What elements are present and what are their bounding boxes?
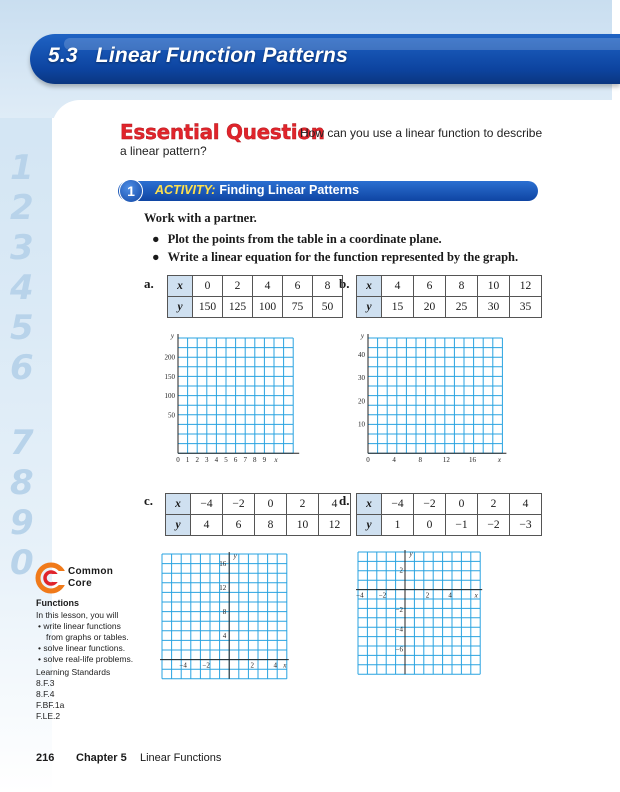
common-core-bullet-cont: from graphs or tables. — [46, 632, 129, 642]
common-core-word-1: Common — [68, 566, 114, 577]
table-header-cell: x — [357, 494, 382, 515]
essential-question-text-1: How can you use a linear function to describe — [300, 126, 543, 140]
axis-label: 1 — [185, 456, 190, 465]
axis-label: x — [474, 591, 478, 600]
axis-label: 6 — [233, 456, 238, 465]
bullet-text: solve linear functions. — [43, 643, 126, 653]
axis-label: 50 — [168, 411, 175, 420]
axis-label: 2 — [250, 661, 254, 670]
activity-bullet — [152, 232, 442, 247]
axis-label: 7 — [243, 456, 247, 465]
axis-label: 3 — [205, 456, 209, 465]
activity-intro: Work with a partner. — [144, 211, 257, 225]
axis-label: 8 — [222, 608, 227, 617]
bullet-text: solve real-life problems. — [43, 654, 134, 664]
margin-digit: 3 — [10, 228, 34, 268]
learning-standard: 8.F.3 — [36, 678, 55, 688]
axis-label: 0 — [366, 456, 370, 465]
table-cell: 1 — [382, 515, 414, 536]
page-number: 216 — [36, 752, 55, 764]
bullet-dot: ● — [152, 232, 160, 246]
table-cell: 4 — [191, 515, 223, 536]
learning-standard: 8.F.4 — [36, 689, 55, 699]
axis-label: 9 — [262, 456, 267, 465]
common-core-bullet: • write linear functions — [38, 621, 121, 631]
part-label-d: d. — [339, 493, 350, 508]
axis-label: x — [497, 456, 501, 465]
table-cell: 6 — [283, 276, 313, 297]
axis-label: 2 — [425, 591, 430, 600]
margin-digit: 7 — [10, 423, 34, 463]
axis-label: y — [409, 550, 413, 558]
table-header-cell: y — [357, 297, 382, 318]
essential-question-label: Essential Question — [120, 120, 325, 144]
axis-label: 10 — [358, 420, 365, 429]
activity-title: Finding Linear Patterns — [219, 183, 360, 197]
content-panel — [52, 100, 612, 792]
table-cell: 30 — [478, 297, 510, 318]
axis-label: 8 — [418, 456, 422, 465]
axis-label: x — [283, 661, 287, 670]
axis-label: y — [360, 332, 364, 340]
common-core-bullet: • solve linear functions. — [38, 643, 126, 653]
axis-label: 20 — [358, 397, 365, 406]
table-cell: 125 — [223, 297, 253, 318]
table-cell: 2 — [223, 276, 253, 297]
table-c — [165, 493, 351, 536]
margin-digit: 2 — [10, 188, 34, 228]
table-cell: 25 — [446, 297, 478, 318]
table-cell: −4 — [191, 494, 223, 515]
axis-label: x — [274, 456, 278, 465]
margin-digit: 6 — [10, 348, 34, 388]
table-b — [356, 275, 542, 318]
margin-digit: 1 — [10, 148, 34, 188]
axis-label: −2 — [202, 661, 210, 670]
table-cell: 10 — [287, 515, 319, 536]
axis-label: 12 — [442, 456, 450, 465]
common-core-intro: In this lesson, you will — [36, 610, 119, 620]
table-d — [356, 493, 542, 536]
axis-label: 30 — [358, 374, 365, 383]
coordinate-grid-b[interactable] — [350, 332, 500, 472]
bullet-text: Write a linear equation for the function represented by the graph. — [167, 250, 519, 264]
table-row — [357, 494, 542, 515]
margin-digit: 5 — [10, 308, 34, 348]
chapter-title: Linear Functions — [140, 752, 222, 764]
table-cell: 12 — [319, 515, 351, 536]
margin-digit: 4 — [10, 268, 34, 308]
table-header-cell: x — [168, 276, 193, 297]
table-cell: 4 — [510, 494, 542, 515]
bullet-dot: ● — [152, 250, 160, 264]
table-cell: 8 — [255, 515, 287, 536]
table-cell: −3 — [510, 515, 542, 536]
essential-question-text-2: a linear pattern? — [120, 144, 207, 158]
bullet-text: Plot the points from the table in a coordinate plane. — [167, 232, 442, 246]
table-cell: 75 — [283, 297, 313, 318]
table-cell: −1 — [446, 515, 478, 536]
coordinate-grid-c[interactable] — [158, 550, 288, 685]
axis-label: 2 — [399, 566, 403, 575]
table-cell: 6 — [223, 515, 255, 536]
table-row — [357, 276, 542, 297]
table-cell: −2 — [414, 494, 446, 515]
table-header-cell: x — [357, 276, 382, 297]
table-row — [168, 297, 343, 318]
table-cell: 6 — [414, 276, 446, 297]
part-label-c: c. — [144, 493, 154, 508]
axis-label: −4 — [395, 625, 403, 634]
section-title — [48, 44, 348, 68]
table-cell: 10 — [478, 276, 510, 297]
table-header-cell: y — [168, 297, 193, 318]
table-row — [166, 494, 351, 515]
axis-label: 16 — [219, 560, 227, 569]
table-row — [357, 297, 542, 318]
axis-label: 16 — [468, 456, 476, 465]
table-cell: 12 — [510, 276, 542, 297]
axis-label: −6 — [395, 645, 403, 654]
table-cell: −4 — [382, 494, 414, 515]
common-core-logo-icon — [36, 563, 66, 593]
axis-label: −4 — [179, 661, 187, 670]
activity-number: 1 — [119, 179, 143, 203]
axis-label: 40 — [358, 351, 365, 360]
axis-label: y — [233, 552, 237, 560]
table-cell: 20 — [414, 297, 446, 318]
axis-label: 4 — [214, 456, 219, 465]
table-cell: 4 — [382, 276, 414, 297]
table-cell: 100 — [253, 297, 283, 318]
table-cell: 8 — [313, 276, 343, 297]
margin-digit: 0 — [10, 543, 34, 583]
coordinate-grid-a[interactable] — [158, 332, 330, 472]
table-cell: 4 — [319, 494, 351, 515]
common-core-heading: Functions — [36, 598, 79, 608]
table-cell: −2 — [478, 515, 510, 536]
table-cell: 0 — [255, 494, 287, 515]
axis-label: y — [170, 332, 174, 340]
coordinate-grid-d[interactable] — [356, 550, 486, 680]
table-cell: 8 — [446, 276, 478, 297]
table-cell: 35 — [510, 297, 542, 318]
section-number: 5.3 — [48, 44, 78, 67]
axis-label: 150 — [164, 372, 175, 381]
axis-label: 4 — [392, 456, 396, 465]
learning-standard: F.LE.2 — [36, 711, 61, 721]
table-cell: 4 — [253, 276, 283, 297]
bullet-text: write linear functions — [43, 621, 121, 631]
axis-label: 4 — [448, 591, 452, 600]
table-cell: 0 — [414, 515, 446, 536]
table-header-cell: x — [166, 494, 191, 515]
activity-bullet — [152, 250, 518, 265]
table-row — [168, 276, 343, 297]
table-header-cell: y — [357, 515, 382, 536]
table-row — [357, 515, 542, 536]
table-a — [167, 275, 343, 318]
table-cell: 0 — [193, 276, 223, 297]
margin-digit: 9 — [10, 503, 34, 543]
learning-standard: F.BF.1a — [36, 700, 65, 710]
axis-label: 0 — [176, 456, 180, 465]
axis-label: 4 — [222, 632, 227, 641]
margin-digit: 8 — [10, 463, 34, 503]
common-core-word-2: Core — [68, 578, 92, 589]
axis-label: 8 — [253, 456, 257, 465]
part-label-b: b. — [339, 276, 350, 291]
axis-label: 5 — [224, 456, 228, 465]
axis-label: 200 — [164, 353, 175, 362]
table-cell: 0 — [446, 494, 478, 515]
axis-label: 100 — [164, 392, 175, 401]
axis-label: 2 — [195, 456, 199, 465]
table-cell: 15 — [382, 297, 414, 318]
axis-label: 12 — [219, 584, 227, 593]
table-row — [166, 515, 351, 536]
table-cell: −2 — [223, 494, 255, 515]
table-cell: 2 — [478, 494, 510, 515]
part-label-a: a. — [144, 276, 154, 291]
axis-label: −4 — [356, 591, 364, 600]
table-header-cell: y — [166, 515, 191, 536]
activity-heading — [155, 183, 359, 197]
axis-label: −2 — [378, 591, 387, 600]
table-cell: 2 — [287, 494, 319, 515]
learning-standards-heading: Learning Standards — [36, 667, 111, 677]
section-title-text: Linear Function Patterns — [95, 44, 348, 67]
axis-label: −2 — [395, 605, 403, 614]
activity-label: ACTIVITY: — [155, 183, 216, 197]
table-cell: 150 — [193, 297, 223, 318]
common-core-bullet: • solve real-life problems. — [38, 654, 134, 664]
chapter-label: Chapter 5 — [76, 752, 127, 764]
table-cell: 50 — [313, 297, 343, 318]
axis-label: 4 — [273, 661, 278, 670]
